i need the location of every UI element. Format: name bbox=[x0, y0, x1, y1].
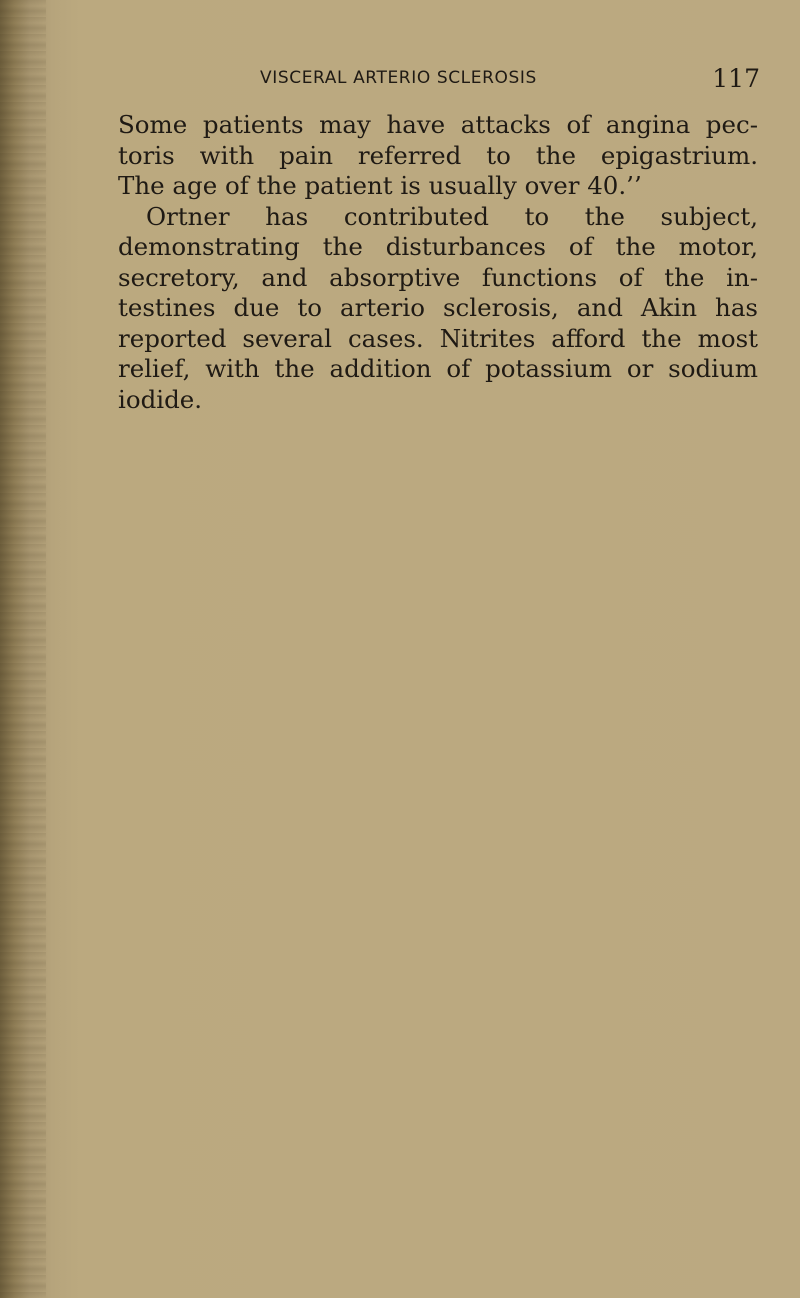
text-line: iodide. bbox=[118, 384, 203, 414]
text-line: demonstrating the disturbances of the motor, bbox=[118, 232, 758, 261]
running-title: VISCERAL ARTERIO SCLEROSIS bbox=[260, 68, 537, 88]
text-line: toris with pain referred to the epigastrium. bbox=[118, 140, 758, 170]
page-gutter-shadow bbox=[0, 0, 46, 1298]
text-line: Ortner has contributed to the subject, bbox=[146, 201, 758, 231]
body-text bbox=[118, 110, 758, 415]
text-line: testines due to arterio sclerosis, and Akin has bbox=[118, 293, 758, 322]
text-line: reported several cases. Nitrites afford the most bbox=[118, 323, 758, 353]
text-line: secretory, and absorptive functions of the in- bbox=[118, 262, 758, 292]
text-line: Some patients may have attacks of angina pec- bbox=[118, 110, 758, 139]
page-number: 117 bbox=[712, 64, 760, 93]
running-head bbox=[260, 64, 760, 96]
text-line: The age of the patient is usually over 40.’’ bbox=[118, 171, 642, 200]
text-line: relief, with the addition of potassium or sodium bbox=[118, 354, 758, 383]
